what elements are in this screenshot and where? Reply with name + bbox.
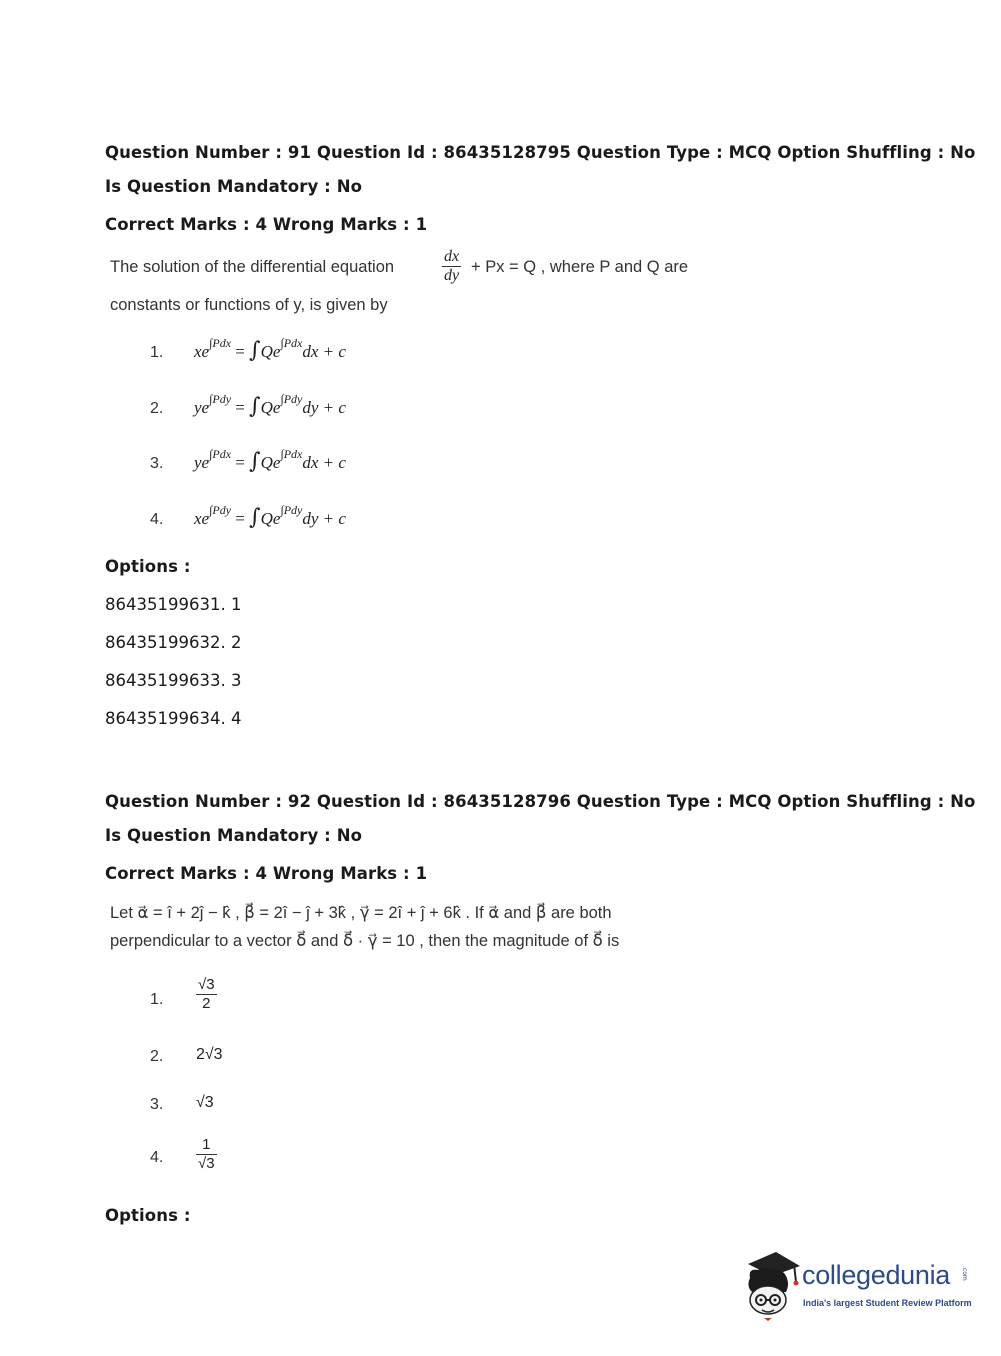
logo-brand-text: collegedunia <box>802 1260 951 1290</box>
q91-option-4: 86435199634. 4 <box>105 709 242 728</box>
q91-choice-3-num: 3. <box>150 455 164 472</box>
q91-text-a: The solution of the differential equation <box>110 258 395 276</box>
q91-mandatory: Is Question Mandatory : No <box>105 177 363 196</box>
q91-option-3: 86435199633. 3 <box>105 671 242 690</box>
q91-choice-1-num: 1. <box>150 344 164 361</box>
collegedunia-logo <box>742 1248 972 1323</box>
logo-com-suffix: .com <box>961 1266 968 1281</box>
q91-fraction <box>442 248 461 285</box>
q92-choice-4-num: 4. <box>150 1149 164 1166</box>
q92-choice-3-num: 3. <box>150 1096 164 1113</box>
q92-choice-2-value: 2√3 <box>196 1046 223 1063</box>
q91-option-1: 86435199631. 1 <box>105 595 242 614</box>
q91-choice-4-eq: $xe^{\int Pdy} = \int Qe^{\int Pdy}dy + c$ <box>194 503 346 530</box>
q91-option-2: 86435199632. 2 <box>105 633 242 652</box>
q91-text-c: constants or functions of y, is given by <box>110 296 388 314</box>
q92-choice-4-value: $\frac{1}{√3}$ <box>198 1136 215 1172</box>
q91-choice-1-eq: $xe^{\int Pdx} = \int Qe^{\int Pdx}dx + c$ <box>194 336 346 363</box>
q92-header: Question Number : 92 Question Id : 86435128796 Question Type : MCQ Option Shuffling : No <box>105 792 976 811</box>
student-mascot-icon <box>742 1248 802 1323</box>
q91-frac-num: dx <box>444 248 460 265</box>
q92-choice-1-num: 1. <box>150 991 164 1008</box>
q92-options-label: Options : <box>105 1206 191 1225</box>
q92-choice-1-value: $\frac{√3}{2}$ <box>198 976 215 1012</box>
q92-marks: Correct Marks : 4 Wrong Marks : 1 <box>105 864 428 883</box>
q92-mandatory: Is Question Mandatory : No <box>105 826 363 845</box>
q91-choice-3-eq: $ye^{\int Pdx} = \int Qe^{\int Pdx}dx + c$ <box>194 447 346 474</box>
q92-line-1: Let α⃗ = î + 2ĵ − k̂ , β⃗ = 2î − ĵ + 3k̂ , γ⃗ = 2î + ĵ + 6k̂ . If α⃗ and β⃗ are both <box>110 904 612 922</box>
q91-choice-4-num: 4. <box>150 511 164 528</box>
q92-choice-3-value: √3 <box>196 1094 214 1111</box>
q91-text-b: + Px = Q , where P and Q are <box>471 258 689 276</box>
q91-options-label: Options : <box>105 557 191 576</box>
q92-choice-2-num: 2. <box>150 1048 164 1065</box>
q91-header: Question Number : 91 Question Id : 86435128795 Question Type : MCQ Option Shuffling : No <box>105 143 976 162</box>
q91-choice-2-num: 2. <box>150 400 164 417</box>
q92-line-2: perpendicular to a vector δ⃗ and δ⃗ · γ⃗ = 10 , then the magnitude of δ⃗ is <box>110 932 620 950</box>
q91-marks: Correct Marks : 4 Wrong Marks : 1 <box>105 215 428 234</box>
q91-frac-den: dy <box>444 267 460 284</box>
q91-choice-2-eq: $ye^{\int Pdy} = \int Qe^{\int Pdy}dy + c$ <box>194 392 346 419</box>
logo-tagline: India's largest Student Review Platform <box>803 1298 972 1308</box>
